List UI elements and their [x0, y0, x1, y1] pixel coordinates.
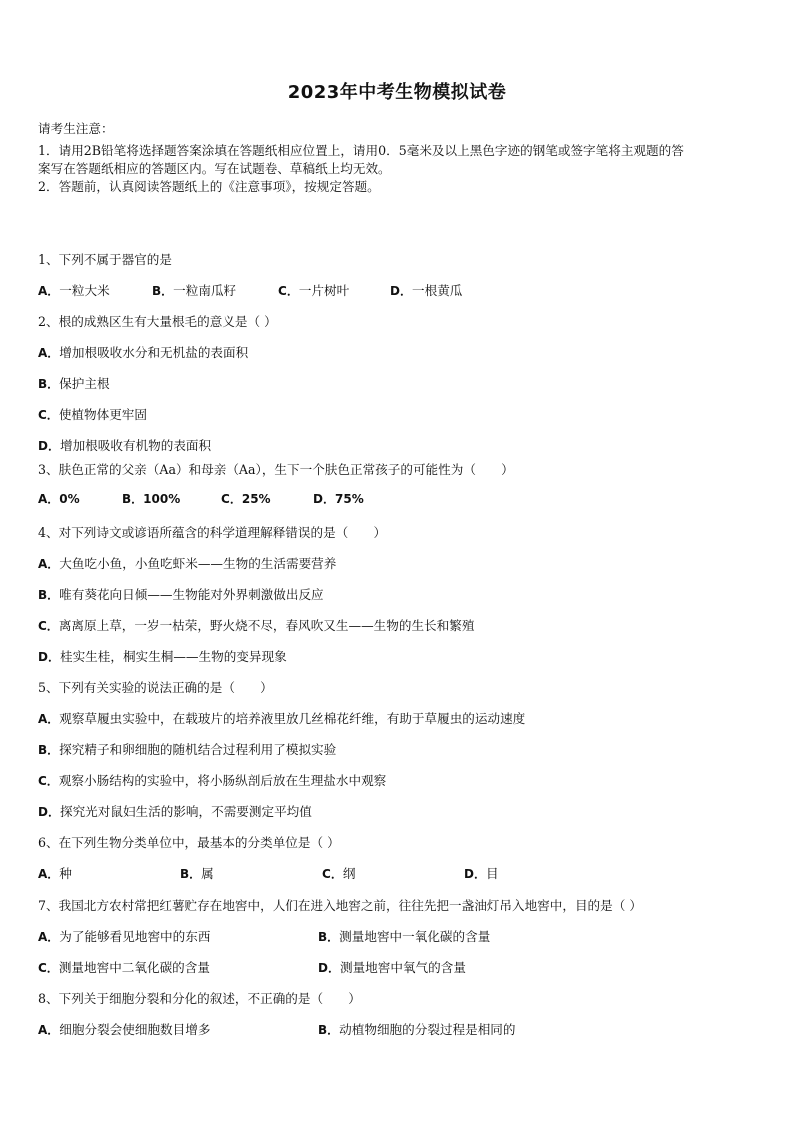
- question-1-options: [38, 282, 462, 300]
- option: A．一粒大米: [38, 283, 110, 298]
- question-2-stem: 2、根的成熟区生有大量根毛的意义是（ ）: [38, 314, 277, 329]
- option: C．25%: [221, 492, 271, 506]
- question-5-option-c: C．观察小肠结构的实验中，将小肠纵剖后放在生理盐水中观察: [38, 773, 387, 788]
- page-title: 2023年中考生物模拟试卷: [287, 82, 507, 103]
- option: B．一粒南瓜籽: [152, 283, 237, 298]
- notice-line-2: 2．答题前，认真阅读答题纸上的《注意事项》，按规定答题。: [38, 179, 380, 194]
- option: B．100%: [122, 492, 181, 506]
- option: D．测量地窖中氧气的含量: [318, 960, 466, 975]
- question-5-option-b: B．探究精子和卵细胞的随机结合过程利用了模拟实验: [38, 742, 337, 757]
- question-2-option-b: B．保护主根: [38, 376, 110, 391]
- question-4-option-a: A．大鱼吃小鱼，小鱼吃虾米——生物的生活需要营养: [38, 556, 337, 571]
- question-8-stem: 8、下列关于细胞分裂和分化的叙述，不正确的是（ ）: [38, 991, 361, 1006]
- question-4-option-d: D．桂实生桂，桐实生桐——生物的变异现象: [38, 649, 287, 664]
- question-2-option-d: D．增加根吸收有机物的表面积: [38, 438, 212, 453]
- question-2-option-a: A．增加根吸收水分和无机盐的表面积: [38, 345, 249, 360]
- question-3-options: [38, 490, 364, 508]
- question-4-option-b: B．唯有葵花向日倾——生物能对外界刺激做出反应: [38, 587, 324, 602]
- question-2-option-c: C．使植物体更牢固: [38, 407, 147, 422]
- question-3-stem: 3、肤色正常的父亲（Aa）和母亲（Aa），生下一个肤色正常孩子的可能性为（ ）: [38, 462, 514, 477]
- question-6-stem: 6、在下列生物分类单位中，最基本的分类单位是（ ）: [38, 835, 340, 850]
- question-5-option-d: D．探究光对鼠妇生活的影响，不需要测定平均值: [38, 804, 312, 819]
- question-4-option-c: C．离离原上草，一岁一枯荣，野火烧不尽，春风吹又生——生物的生长和繁殖: [38, 618, 475, 633]
- option: D．75%: [313, 492, 364, 506]
- option: B．动植物细胞的分裂过程是相同的: [318, 1022, 516, 1037]
- option: A．0%: [38, 492, 80, 506]
- notice-heading: 请考生注意：: [38, 121, 114, 136]
- option: C．一片树叶: [278, 283, 350, 298]
- question-6-options: [38, 865, 499, 883]
- question-1-stem: 1、下列不属于器官的是: [38, 252, 172, 267]
- notice-line-1b: 案写在答题纸相应的答题区内。写在试题卷、草稿纸上均无效。: [38, 161, 391, 176]
- exam-notice: [38, 118, 762, 198]
- option: C．纲: [322, 866, 356, 881]
- question-5-option-a: A．观察草履虫实验中，在载玻片的培养液里放几丝棉花纤维，有助于草履虫的运动速度: [38, 711, 526, 726]
- option: D．目: [464, 866, 499, 881]
- question-7-options-row-1: [38, 928, 490, 946]
- option: C．测量地窖中二氧化碳的含量: [38, 960, 210, 975]
- notice-line-1a: 1．请用2B铅笔将选择题答案涂填在答题纸相应位置上，请用0．5毫米及以上黑色字迹的钢笔或签字笔将主观题的答: [38, 143, 684, 158]
- question-7-stem: 7、我国北方农村常把红薯贮存在地窖中，人们在进入地窖之前，往往先把一盏油灯吊入地窖中，目的是（ ）: [38, 898, 642, 913]
- question-8-options-row-1: [38, 1021, 515, 1039]
- option: A．种: [38, 866, 72, 881]
- option: D．一根黄瓜: [390, 283, 463, 298]
- option: B．属: [180, 866, 214, 881]
- option: A．为了能够看见地窖中的东西: [38, 929, 211, 944]
- option: B．测量地窖中一氧化碳的含量: [318, 929, 491, 944]
- option: A．细胞分裂会使细胞数目增多: [38, 1022, 211, 1037]
- question-4-stem: 4、对下列诗文或谚语所蕴含的科学道理解释错误的是（ ）: [38, 525, 387, 540]
- question-5-stem: 5、下列有关实验的说法正确的是（ ）: [38, 680, 273, 695]
- question-7-options-row-2: [38, 959, 466, 977]
